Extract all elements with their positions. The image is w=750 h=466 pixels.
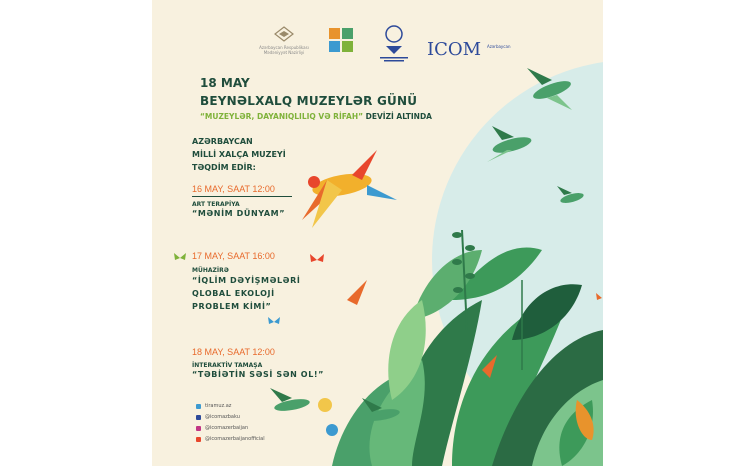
social-youtube-text: @icomazerbaijanofficial: [205, 436, 265, 442]
event-1-title: [192, 207, 285, 220]
youtube-icon: [196, 437, 201, 442]
icom-logo-sub: Azərbaycan: [487, 44, 511, 49]
event-2-title-line-1: “İQLİM DƏYİŞMƏLƏRİ: [192, 276, 301, 285]
social-youtube[interactable]: [196, 436, 265, 442]
presenter-line-3: TƏQDİM EDİR:: [192, 163, 256, 172]
partner-logo: [375, 24, 413, 68]
event-poster: [152, 0, 603, 466]
motto-quote: “MUZEYLƏR, DAYANIQLILIQ VƏ RİFAH”: [200, 112, 364, 121]
event-3-title-line: “TƏBİƏTİN SƏSİ SƏN OL!”: [192, 370, 325, 379]
date-heading: 18 MAY: [200, 76, 250, 90]
ministry-logo-text: Azərbaycan Respublikası Mədəniyyət Nazirliyi: [259, 45, 309, 55]
social-website-text: tiramuz.az: [205, 403, 232, 409]
theatre-mask-blue: [326, 424, 338, 436]
social-facebook-text: @icomazbaku: [205, 414, 240, 420]
social-instagram[interactable]: [196, 425, 248, 431]
ministry-emblem-icon: [274, 26, 294, 42]
carpet-museum-emblem-icon: [327, 26, 355, 56]
event-3-title: [192, 368, 324, 381]
butterfly-green: [174, 253, 186, 260]
event-2-date: 17 MAY, SAAT 16:00: [192, 251, 275, 261]
event-2-title: [192, 274, 300, 313]
event-1-divider: [192, 196, 292, 197]
logo-row: [152, 22, 603, 68]
event-2-type: MÜHAZİRƏ: [192, 267, 229, 274]
event-3-date: 18 MAY, SAAT 12:00: [192, 347, 275, 357]
social-facebook[interactable]: [196, 414, 240, 420]
event-1-title-line: “MƏNİM DÜNYAM”: [192, 209, 286, 218]
bird-colorful: [302, 150, 397, 228]
social-instagram-text: @icomazerbaijan: [205, 425, 249, 431]
event-2-title-line-3: PROBLEM KİMİ”: [192, 302, 272, 311]
motto-rest: DEVİZİ ALTINDA: [363, 112, 432, 121]
presenter-block: [192, 135, 286, 174]
bird-green-4: [270, 388, 311, 413]
butterfly-blue: [268, 317, 280, 324]
event-1-type: ART TERAPİYA: [192, 201, 240, 208]
presenter-line-1: AZƏRBAYCAN: [192, 137, 253, 146]
partner-emblem-icon: [375, 24, 413, 64]
theatre-mask-yellow: [318, 398, 332, 412]
ministry-logo: [255, 26, 313, 55]
instagram-icon: [196, 426, 201, 431]
social-website[interactable]: [196, 403, 231, 409]
web-icon: [196, 404, 201, 409]
event-heading: BEYNƏLXALQ MUZEYLƏR GÜNÜ: [200, 94, 418, 108]
event-1-date: 16 MAY, SAAT 12:00: [192, 184, 275, 194]
icom-logo: ICOM: [427, 39, 482, 60]
event-3-type: İNTERAKTİV TAMAŞA: [192, 362, 263, 369]
facebook-icon: [196, 415, 201, 420]
event-2-title-line-2: QLOBAL EKOLOJİ: [192, 289, 275, 298]
nature-illustration: [152, 0, 603, 466]
museum-logo: [327, 26, 355, 56]
butterfly-red: [310, 254, 324, 262]
motto-line: [200, 112, 432, 121]
presenter-line-2: MİLLİ XALÇA MUZEYİ: [192, 150, 286, 159]
